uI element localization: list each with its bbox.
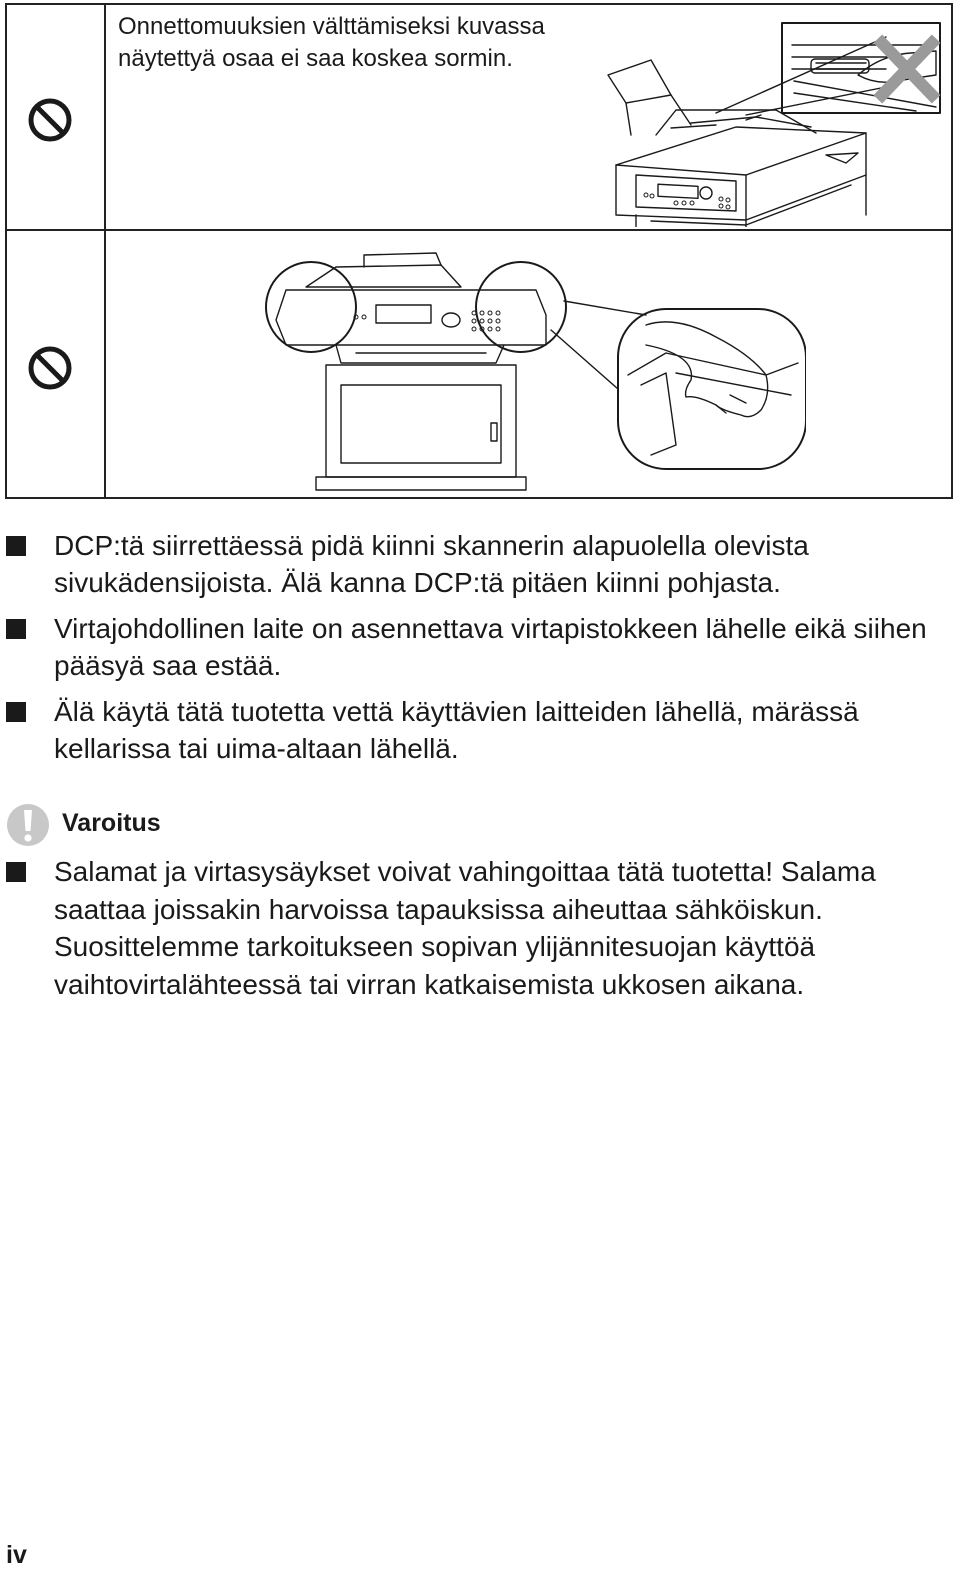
prohibition-icon <box>27 97 73 143</box>
list-item <box>0 693 960 767</box>
printer-carry-handholds-illustration <box>246 245 806 495</box>
warning-icon-cell <box>7 231 106 497</box>
bullet-square-icon <box>6 702 26 722</box>
warning-table <box>5 3 953 499</box>
warning-row <box>7 5 951 231</box>
warning-content-cell <box>106 231 951 497</box>
page-number: iv <box>6 1541 27 1569</box>
warning-text: Onnettomuuksien välttämiseksi kuvassa näytettyä osaa ei saa koskea sormin. <box>118 13 545 72</box>
exclamation-icon <box>6 803 50 847</box>
bullet-square-icon <box>6 536 26 556</box>
warning-content-cell <box>106 5 951 229</box>
list-item <box>0 853 960 1003</box>
warning-icon-cell <box>7 5 106 229</box>
warning-row <box>7 231 951 497</box>
prohibition-icon <box>27 345 73 391</box>
safety-bullet-list <box>0 527 960 776</box>
list-item-text: Virtajohdollinen laite on asennettava virtapistokkeen lähelle eikä siihen pääsyä saa estää. <box>54 613 927 681</box>
bullet-square-icon <box>6 619 26 639</box>
caution-title: Varoitus <box>62 809 161 837</box>
list-item <box>0 610 960 684</box>
printer-adf-hand-touch-illustration <box>596 15 944 227</box>
caution-list <box>0 853 960 1012</box>
bullet-square-icon <box>6 862 26 882</box>
list-item-text: Salamat ja virtasysäykset voivat vahingoittaa tätä tuotetta! Salama saattaa joissakin harvoissa tapauksissa aiheuttaa sähköiskun. Suosittelemme tarkoitukseen sopivan ylijännitesuojan käyttöä vaihtovirtalähteessä tai virran katkaisemista ukkosen aikana. <box>54 856 876 1000</box>
list-item-text: Älä käytä tätä tuotetta vettä käyttävien laitteiden lähellä, märässä kellarissa tai uima-altaan lähellä. <box>54 696 859 764</box>
list-item-text: DCP:tä siirrettäessä pidä kiinni skannerin alapuolella olevista sivukädensijoista. Älä kanna DCP:tä pitäen kiinni pohjasta. <box>54 530 809 598</box>
list-item <box>0 527 960 601</box>
